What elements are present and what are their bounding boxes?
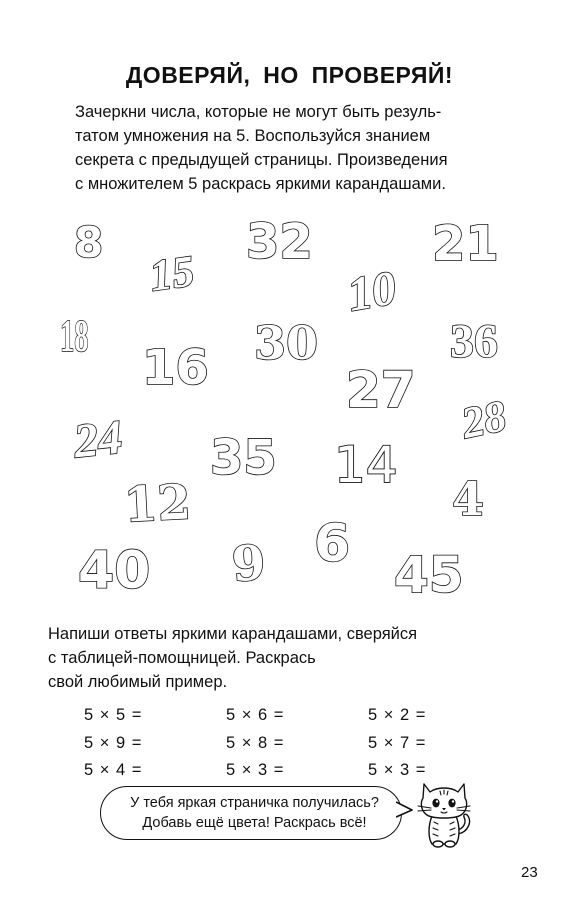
number-36[interactable]: 36 (450, 315, 498, 368)
number-4[interactable]: 4 (452, 472, 485, 526)
number-27[interactable]: 27 (346, 361, 416, 419)
number-40[interactable]: 40 (78, 541, 151, 601)
speech-bubble-line: Добавь ещё цвета! Раскрась всё! (142, 815, 367, 831)
equation-5x4[interactable]: 5 × 4 = (84, 761, 142, 779)
equation-5x8[interactable]: 5 × 8 = (226, 734, 284, 752)
equation-5x3[interactable]: 5 × 3 = (226, 761, 284, 779)
number-6[interactable]: 6 (314, 514, 351, 574)
instruction-line: секрета с предыдущей страницы. Произведения (75, 151, 448, 169)
number-12[interactable]: 12 (122, 474, 193, 534)
page-number: 23 (521, 864, 538, 881)
instruction-line: Зачеркни числа, которые не могут быть резуль- (75, 103, 442, 121)
kitten-icon (414, 776, 474, 851)
equation-5x6[interactable]: 5 × 6 = (226, 706, 284, 724)
equation-5x3-b[interactable]: 5 × 3 = (368, 761, 426, 779)
speech-bubble-tail (396, 800, 414, 820)
equation-5x9[interactable]: 5 × 9 = (84, 734, 142, 752)
number-28[interactable]: 28 (457, 390, 511, 449)
instruction-text (75, 100, 545, 196)
instruction-line: татом умножения на 5. Воспользуйся знанием (75, 127, 431, 145)
number-18[interactable]: 18 (60, 310, 89, 361)
answers-instruction-line: свой любимый пример. (48, 673, 228, 691)
number-32[interactable]: 32 (246, 214, 313, 270)
number-45[interactable]: 45 (394, 546, 464, 604)
equation-5x7[interactable]: 5 × 7 = (368, 734, 426, 752)
number-8[interactable]: 8 (74, 218, 104, 267)
number-10[interactable]: 10 (343, 261, 401, 322)
equation-5x2[interactable]: 5 × 2 = (368, 706, 426, 724)
answers-instruction-text (48, 622, 528, 694)
speech-bubble-line: У тебя яркая страничка получилась? (130, 795, 379, 811)
answers-instruction-line: с таблицей-помощницей. Раскрась (48, 649, 316, 667)
number-9[interactable]: 9 (230, 534, 268, 594)
number-15[interactable]: 15 (146, 246, 198, 301)
number-16[interactable]: 16 (142, 340, 209, 396)
speech-bubble-text (112, 793, 397, 833)
answers-instruction-line: Напиши ответы яркими карандашами, сверяйся (48, 625, 418, 643)
number-35[interactable]: 35 (210, 430, 277, 486)
number-14[interactable]: 14 (334, 436, 398, 494)
number-30[interactable]: 30 (254, 316, 319, 370)
page-title: ДОВЕРЯЙ, НО ПРОВЕРЯЙ! (125, 62, 454, 88)
instruction-line: с множителем 5 раскрась яркими карандашами. (75, 175, 446, 193)
number-21[interactable]: 21 (432, 216, 499, 272)
equation-5x5[interactable]: 5 × 5 = (84, 706, 142, 724)
number-24[interactable]: 24 (71, 410, 125, 469)
